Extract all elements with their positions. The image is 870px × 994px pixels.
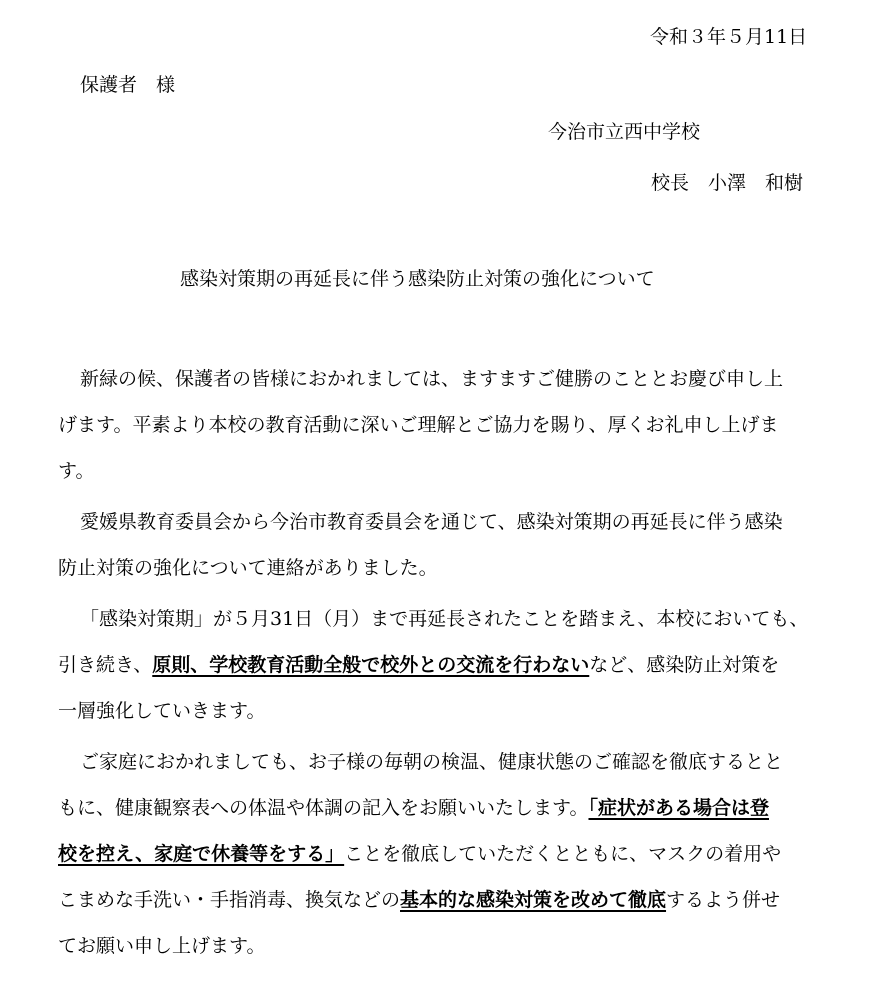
paragraph-greeting xyxy=(58,356,838,494)
emphasis-no-external-exchange: 原則、学校教育活動全般で校外との交流を行わない xyxy=(152,654,590,676)
paragraph-line: するよう併せ xyxy=(666,889,781,911)
emphasis-stay-home-end: 校を控え、家庭で休養等をする」 xyxy=(58,843,345,865)
notice-date: 令和３年５月11日 xyxy=(650,26,808,48)
paragraph-line: こまめな手洗い・手指消毒、換気などの xyxy=(58,889,401,911)
paragraph-notification xyxy=(58,499,838,591)
school-name: 今治市立西中学校 xyxy=(548,121,701,143)
paragraph-line: ご家庭におかれましても、お子様の毎朝の検温、健康状態のご確認を徹底するとと xyxy=(80,751,784,773)
addressee: 保護者 様 xyxy=(80,74,176,96)
paragraph-home-request xyxy=(58,739,838,969)
paragraph-line: など、感染防止対策を xyxy=(589,654,780,676)
paragraph-line: す。 xyxy=(58,460,95,482)
paragraph-line: 一層強化していきます。 xyxy=(58,700,266,722)
paragraph-line: 「感染対策期」が５月31日（月）まで再延長されたことを踏まえ、本校においても、 xyxy=(80,608,809,630)
paragraph-line: ことを徹底していただくとともに、マスクの着用や xyxy=(344,843,782,865)
notice-title: 感染対策期の再延長に伴う感染防止対策の強化について xyxy=(180,268,655,290)
paragraph-line: 愛媛県教育委員会から今治市教育委員会を通じて、感染対策期の再延長に伴う感染 xyxy=(80,511,783,533)
paragraph-line: 防止対策の強化について連絡がありました。 xyxy=(58,557,438,579)
paragraph-line: げます。平素より本校の教育活動に深いご理解とご協力を賜り、厚くお礼申し上げま xyxy=(58,414,779,436)
paragraph-line: てお願い申し上げます。 xyxy=(58,935,266,957)
paragraph-line: もに、健康観察表への体温や体調の記入をお願いいたします。 xyxy=(58,797,589,819)
paragraph-line: 引き続き、 xyxy=(58,654,153,676)
notice-body xyxy=(58,356,838,969)
paragraph-school-policy xyxy=(58,596,838,734)
emphasis-basic-measures: 基本的な感染対策を改めて徹底 xyxy=(400,889,667,911)
paragraph-line: 新緑の候、保護者の皆様におかれましては、ますますご健勝のこととお慶び申し上 xyxy=(80,368,784,390)
emphasis-stay-home-start: 「症状がある場合は登 xyxy=(588,797,769,819)
principal-name: 校長 小澤 和樹 xyxy=(651,172,804,194)
